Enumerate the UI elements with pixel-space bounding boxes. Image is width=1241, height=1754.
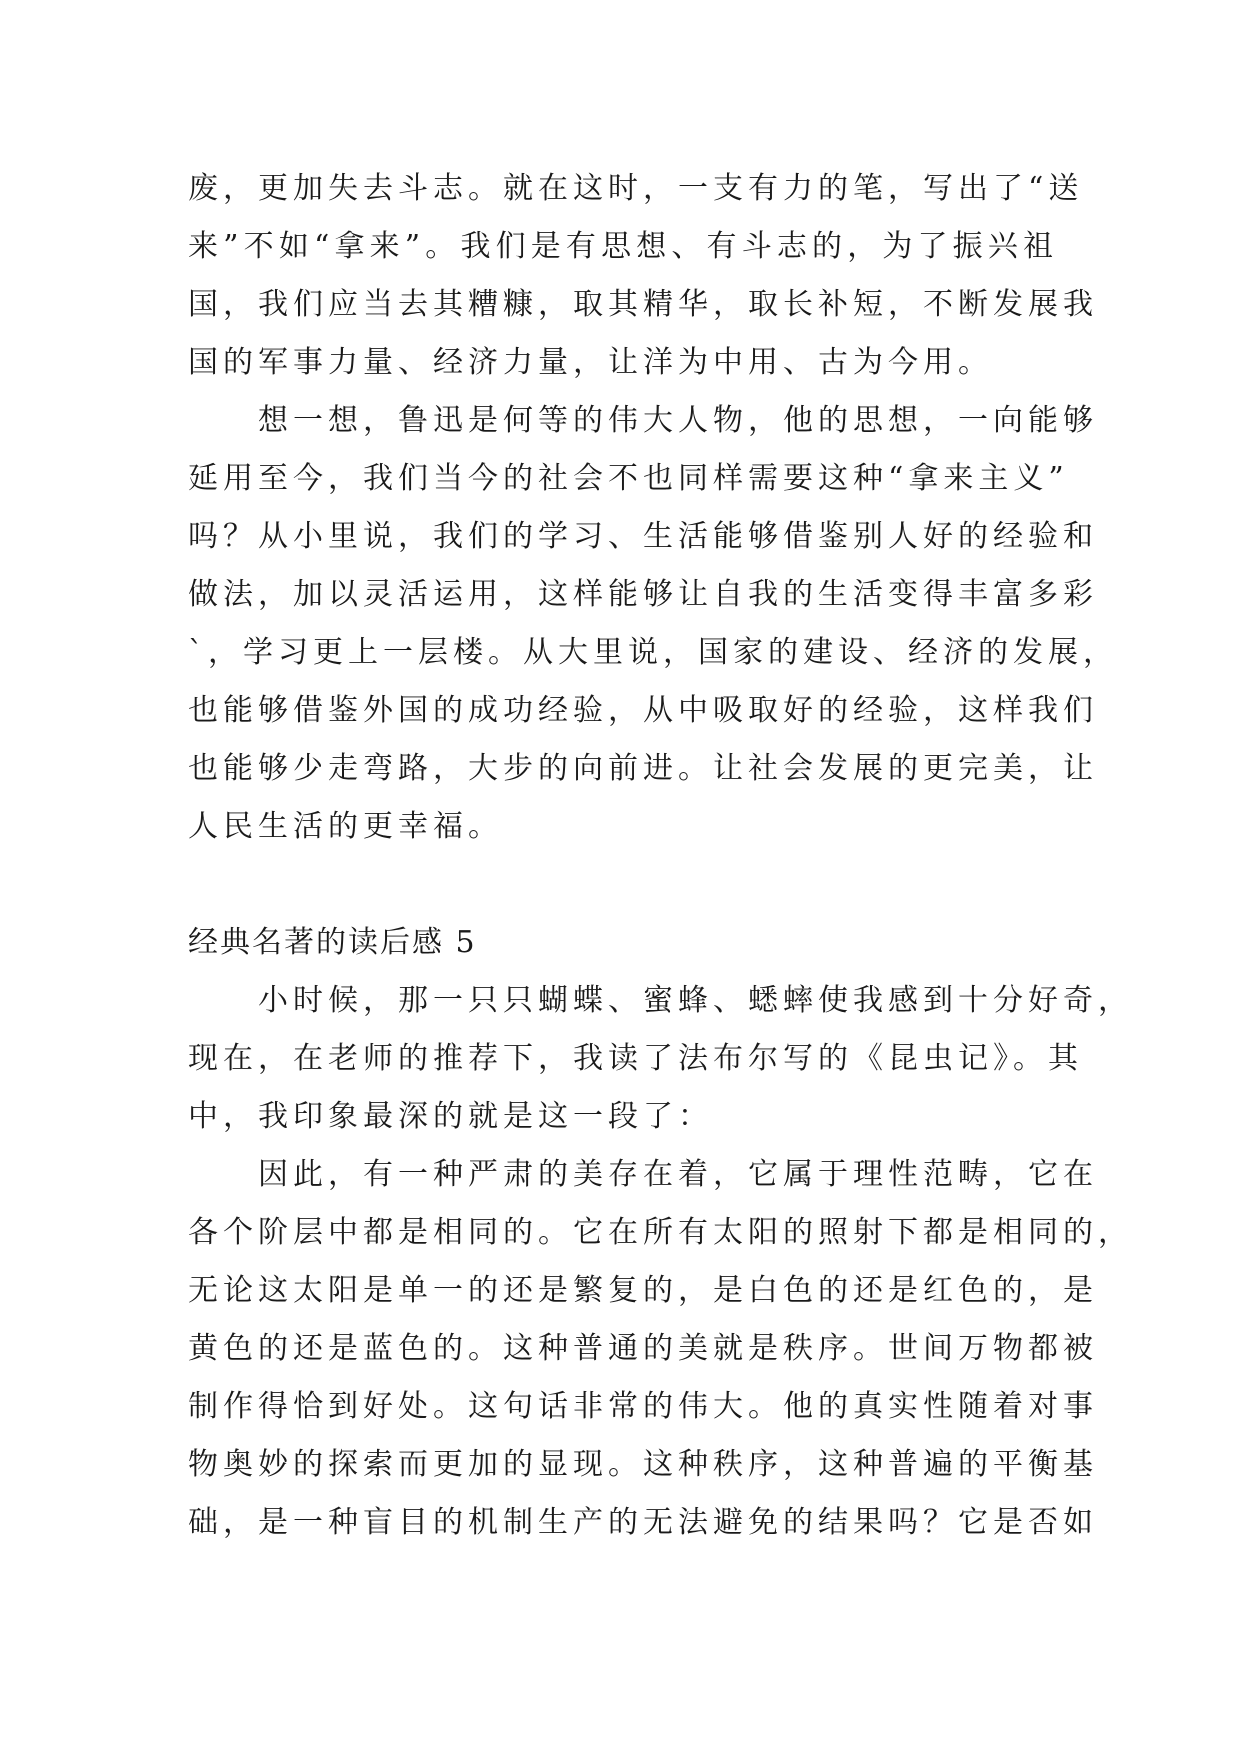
text-line: 延用至今，我们当今的社会不也同样需要这种“拿来主义” bbox=[188, 461, 1069, 496]
text-line: `，学习更上一层楼。从大里说，国家的建设、经济的发展， bbox=[188, 635, 1118, 670]
text-line: 来”不如“拿来”。我们是有思想、有斗志的，为了振兴祖 bbox=[188, 229, 1058, 264]
text-line: 黄色的还是蓝色的。这种普通的美就是秩序。世间万物都被 bbox=[188, 1331, 1098, 1366]
essay-section-1 bbox=[188, 160, 1118, 856]
text-line: 做法，加以灵活运用，这样能够让自我的生活变得丰富多彩 bbox=[188, 577, 1098, 612]
text-line: 各个阶层中都是相同的。它在所有太阳的照射下都是相同的， bbox=[188, 1215, 1133, 1250]
text-line: 无论这太阳是单一的还是繁复的，是白色的还是红色的，是 bbox=[188, 1273, 1098, 1308]
text-line: 小时候，那一只只蝴蝶、蜜蜂、蟋蟀使我感到十分好奇， bbox=[188, 983, 1133, 1018]
text-line: 想一想，鲁迅是何等的伟大人物，他的思想，一向能够 bbox=[188, 403, 1098, 438]
text-line: 吗？从小里说，我们的学习、生活能够借鉴别人好的经验和 bbox=[188, 519, 1098, 554]
text-line: 物奥妙的探索而更加的显现。这种秩序，这种普遍的平衡基 bbox=[188, 1447, 1098, 1482]
text-line: 也能够借鉴外国的成功经验，从中吸取好的经验，这样我们 bbox=[188, 693, 1098, 728]
text-line: 也能够少走弯路，大步的向前进。让社会发展的更完美，让 bbox=[188, 751, 1098, 786]
text-line: 现在，在老师的推荐下，我读了法布尔写的《昆虫记》。其 bbox=[188, 1041, 1083, 1076]
section-heading: 经典名著的读后感 5 bbox=[188, 925, 477, 960]
text-line: 人民生活的更幸福。 bbox=[188, 809, 503, 844]
text-line: 废，更加失去斗志。就在这时，一支有力的笔，写出了“送 bbox=[188, 171, 1084, 206]
text-line: 中，我印象最深的就是这一段了： bbox=[188, 1099, 713, 1134]
text-line: 国，我们应当去其糟糠，取其精华，取长补短，不断发展我 bbox=[188, 287, 1098, 322]
text-line: 国的军事力量、经济力量，让洋为中用、古为今用。 bbox=[188, 345, 993, 380]
text-line: 因此，有一种严肃的美存在着，它属于理性范畴，它在 bbox=[188, 1157, 1098, 1192]
text-line: 制作得恰到好处。这句话非常的伟大。他的真实性随着对事 bbox=[188, 1389, 1098, 1424]
text-line: 础，是一种盲目的机制生产的无法避免的结果吗？它是否如 bbox=[188, 1505, 1098, 1540]
essay-section-2 bbox=[188, 972, 1133, 1552]
